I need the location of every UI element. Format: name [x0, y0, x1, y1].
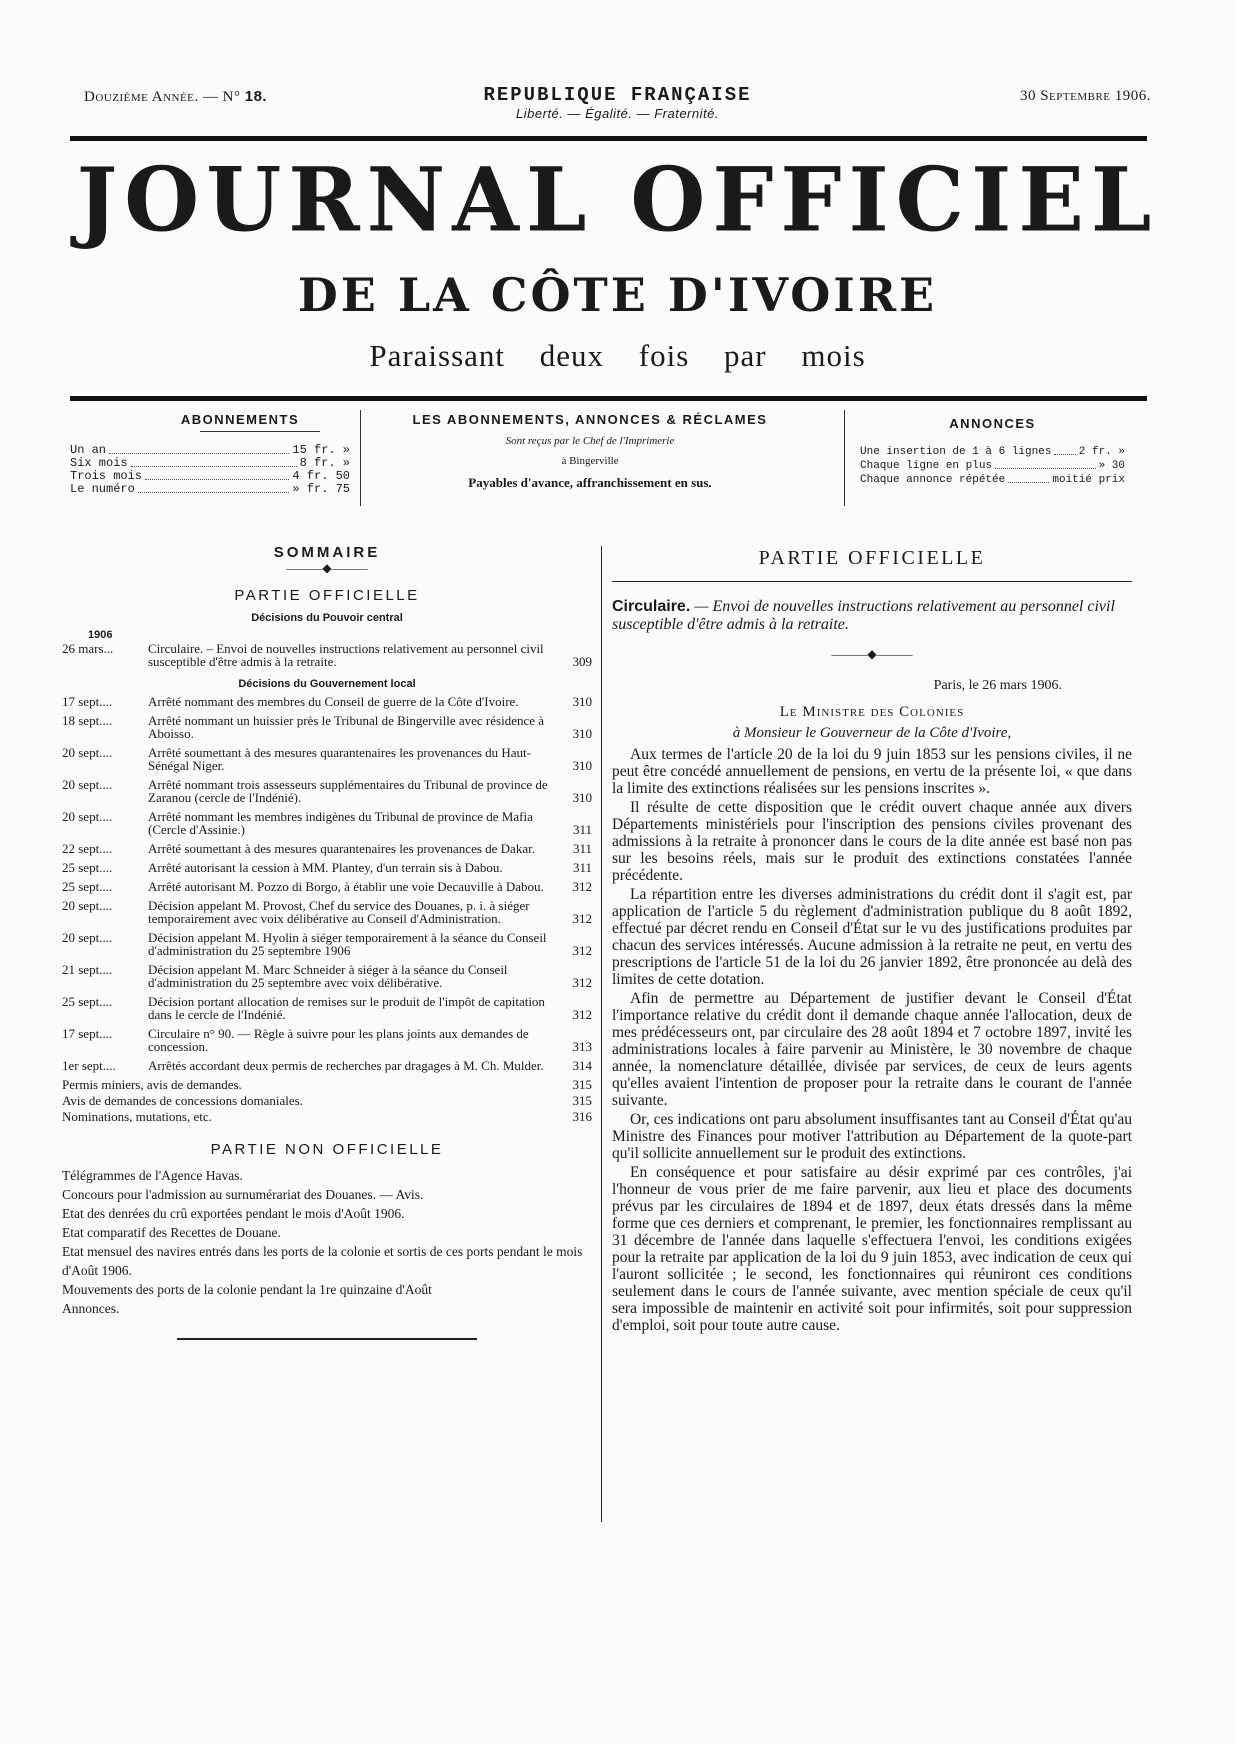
toc-date: 21 sept.... — [62, 962, 113, 977]
subscriptions-info — [370, 412, 810, 512]
article-paragraph: Afin de permettre au Département de justifier devant le Conseil d'État l'importance relative du crédit dont il demande chaque année l'allocation, deux de mes prédécesseurs ont, par circulaire des 28 août 1894 et 7 octobre 1897, invité les administrations locales à faire parvenir au Ministère, le 30 novembre de chaque année, la nomenclature détaillée, divisée par services, de ceux de leurs agents qu'elles avaient l'intention de proposer pour la retraite dans le courant de l'année suivante. — [612, 990, 1132, 1109]
dot-leader — [131, 457, 297, 467]
article-paragraph: La répartition entre les diverses administrations du crédit dont il s'agit est, par application de l'article 5 du règlement d'administration publique du 8 août 1892, effectué par décret rendu en Conseil d'État sur le vu des justifications produites par chacun des services intéressés. Aucune admission à la retraite ne peut, en vertu des prescriptions de l'article 51 de la loi du 26 janvier 1892, être prononcée au delà des limites de cette dotation. — [612, 886, 1132, 988]
circular-subject: — Envoi de nouvelles instructions relativement au personnel civil susceptible d'être admis à la retraite. — [612, 598, 1115, 633]
toc-entry — [62, 995, 592, 1021]
toc-date: 20 sept.... — [62, 745, 113, 760]
toc-text: Arrêté soumettant à des mesures quarantenaires les provenances du Haut-Sénégal Niger. — [148, 745, 531, 773]
toc-date: 17 sept.... — [62, 694, 113, 709]
toc-entry — [62, 931, 592, 957]
section1-list — [62, 642, 592, 668]
toc-date: 22 sept.... — [62, 841, 113, 856]
section-year: 1906 — [88, 629, 113, 641]
toc-text: Circulaire n° 90. — Règle à suivre pour les plans joints aux demandes de concession. — [148, 1026, 529, 1054]
annonce-label: Une insertion de 1 à 6 lignes — [860, 446, 1052, 458]
toc-page: 312 — [572, 879, 592, 894]
sommaire-partie-officielle: PARTIE OFFICIELLE — [234, 587, 420, 604]
toc-date: 20 sept.... — [62, 777, 113, 792]
toc-page: 315 — [572, 1077, 592, 1092]
article-paragraph: Il résulte de cette disposition que le crédit ouvert chaque année aux divers Départements ministériels pour l'inscription des pensions civiles provenant des admissions à la retraite à prononcer dans le cours de la dite année est basé non pas sur les besoins réels, mais sur le produit des extinctions constatées l'année précédente. — [612, 799, 1132, 884]
annonce-row — [860, 459, 1125, 473]
toc-date: 18 sept.... — [62, 713, 113, 728]
toc-page: 312 — [572, 911, 592, 926]
dot-leader — [109, 444, 289, 454]
toc-entry — [62, 1059, 592, 1072]
dot-leader — [1054, 445, 1075, 455]
toc-text: Décision appelant M. Provost, Chef du service des Douanes, p. i. à siéger temporairement avec voix délibérative au Conseil d'Administration. — [148, 898, 530, 926]
toc-entry — [62, 1078, 592, 1091]
subscriptions-info-title: LES ABONNEMENTS, ANNONCES & RÉCLAMES — [412, 412, 768, 427]
sommaire-title: SOMMAIRE — [273, 544, 381, 561]
article-body — [612, 746, 1132, 1334]
non-official-entry: Etat mensuel des navires entrés dans les ports de la colonie et sortis de ces ports pendant le mois d'Août 1906. — [62, 1244, 583, 1278]
journal-title: JOURNAL OFFICIEL — [76, 148, 1159, 253]
non-official-entry: Annonces. — [62, 1301, 120, 1316]
toc-text: Décision appelant M. Marc Schneider à siéger à la séance du Conseil d'administration du 25 septembre avec voix délibérative. — [148, 962, 508, 990]
toc-page: 311 — [572, 822, 592, 837]
section-pouvoir-central: Décisions du Pouvoir central — [251, 612, 403, 624]
dot-leader — [138, 483, 290, 493]
issue-number — [84, 88, 267, 106]
rate-value: 8 fr. » — [299, 456, 350, 470]
toc-page: 312 — [572, 1007, 592, 1022]
recipient: à Monsieur le Gouverneur de la Côte d'Ivoire, — [732, 725, 1012, 741]
toc-page: 312 — [572, 975, 592, 990]
toc-date: 25 sept.... — [62, 860, 113, 875]
sender: Le Ministre des Colonies — [779, 704, 965, 720]
annonces-title: ANNONCES — [949, 416, 1036, 431]
column-divider — [601, 546, 602, 1522]
issue-label: Douzième Année. — N° — [84, 89, 245, 105]
subscriptions-info-line3: Payables d'avance, affranchissement en sus. — [468, 475, 712, 490]
subscriptions-rates — [70, 412, 350, 512]
toc-entry — [62, 695, 592, 708]
toc-page: 310 — [572, 758, 592, 773]
toc-entry — [62, 714, 592, 740]
annonce-row — [860, 473, 1125, 487]
toc-page: 312 — [572, 943, 592, 958]
annonces-rates — [860, 412, 1125, 512]
rate-value: » fr. 75 — [292, 482, 350, 496]
annonce-label: Chaque ligne en plus — [860, 460, 993, 472]
toc-date: 1er sept.... — [62, 1058, 116, 1073]
end-rule — [177, 1338, 477, 1340]
rate-label: Le numéro — [70, 482, 135, 496]
toc-page: 310 — [572, 694, 592, 709]
toc-text: Permis miniers, avis de demandes. — [62, 1077, 242, 1092]
circular-title — [612, 598, 1132, 634]
toc-page: 310 — [572, 790, 592, 805]
toc-date: 25 sept.... — [62, 994, 113, 1009]
toc-text: Nominations, mutations, etc. — [62, 1109, 212, 1124]
non-official-entry: Etat des denrées du crû exportées pendant le mois d'Août 1906. — [62, 1206, 405, 1221]
misc-list — [62, 1078, 592, 1123]
toc-date: 25 sept.... — [62, 879, 113, 894]
toc-text: Arrêté nommant trois assesseurs supplémentaires du Tribunal de province de Zaranou (cercle de l'Indénié). — [148, 777, 548, 805]
rate-label: Un an — [70, 443, 107, 457]
toc-entry — [62, 880, 592, 893]
toc-entry — [62, 810, 592, 836]
toc-page: 311 — [572, 841, 592, 856]
annonce-value: » 30 — [1098, 460, 1125, 472]
toc-entry — [62, 1110, 592, 1123]
republic-motto: Liberté. — Égalité. — Fraternité. — [516, 106, 719, 121]
subscriptions-box — [70, 404, 1125, 512]
box-divider — [844, 410, 845, 506]
toc-entry — [62, 778, 592, 804]
rate-value: 15 fr. » — [292, 443, 350, 457]
annonce-value: moitié prix — [1052, 474, 1125, 486]
toc-text: Arrêté autorisant la cession à MM. Plantey, d'un terrain sis à Dabou. — [148, 860, 503, 875]
toc-date: 20 sept.... — [62, 809, 113, 824]
non-official-entry: Concours pour l'admission au surnumérariat des Douanes. — Avis. — [62, 1187, 424, 1202]
toc-page: 310 — [572, 726, 592, 741]
toc-date: 26 mars... — [62, 641, 114, 656]
sommaire-column — [62, 540, 592, 1340]
toc-date: 20 sept.... — [62, 930, 113, 945]
non-official-block — [62, 1143, 592, 1318]
ornament: ———◆——— — [831, 647, 913, 661]
toc-entry — [62, 842, 592, 855]
toc-page: 313 — [572, 1039, 592, 1054]
dot-leader — [995, 459, 1096, 469]
annonce-row — [860, 445, 1125, 459]
annonce-label: Chaque annonce répétée — [860, 474, 1006, 486]
toc-text: Arrêté nommant les membres indigènes du Tribunal de province de Mafia (Cercle d'Assinie.) — [148, 809, 533, 837]
toc-text: Décision portant allocation de remises sur le produit de l'impôt de capitation dans le cercle de l'Indénié. — [148, 994, 545, 1022]
rate-row — [70, 483, 350, 496]
article-paragraph: En conséquence et pour satisfaire au désir exprimé par ces contrôles, j'ai l'honneur de vous prier de me faire parvenir, aux lieu et place des documents prévus par les circulaires de 1894 et de 1897, deux états dressés dans la même forme que ces derniers et comprenant, le premier, les fonctionnaires remplissant au 31 décembre de l'année dans laquelle s'effectuera l'envoi, les conditions exigées pour la retraite par application de la loi du 9 juin 1853, avec indication de ceux qui l'auront sollicitée ; le second, les fonctionnaires qui réuniront ces conditions seulement dans le cours de l'année suivante, avec mention spéciale de ceux qu'il sera impossible de maintenir en activité soit pour infirmités, soit pour suppression d'emploi, soit pour toute autre cause. — [612, 1164, 1132, 1334]
rate-value: 4 fr. 50 — [292, 469, 350, 483]
annonce-value: 2 fr. » — [1078, 446, 1125, 458]
subscriptions-underline — [200, 431, 320, 432]
section-gouvernement-local: Décisions du Gouvernement local — [238, 678, 416, 690]
article-paragraph: Aux termes de l'article 20 de la loi du 9 juin 1853 sur les pensions civiles, il ne peut être concédé annuellement de pensions, en vertu de la présente loi, « que dans la limite des extinctions réalisées sur les pensions inscrites ». — [612, 746, 1132, 797]
toc-text: Décision appelant M. Hyolin à siéger temporairement à la séance du Conseil d'administration du 25 septembre 1906 — [148, 930, 547, 958]
toc-text: Avis de demandes de concessions domaniales. — [62, 1093, 303, 1108]
non-official-entry: Mouvements des ports de la colonie pendant la 1re quinzaine d'Août — [62, 1282, 432, 1297]
toc-entry — [62, 1027, 592, 1053]
republic-block — [483, 84, 751, 121]
non-official-list — [62, 1166, 592, 1318]
toc-date: 17 sept.... — [62, 1026, 113, 1041]
toc-text: Arrêté nommant des membres du Conseil de guerre de la Côte d'Ivoire. — [148, 694, 519, 709]
toc-page: 311 — [572, 860, 592, 875]
toc-text: Arrêté autorisant M. Pozzo di Borgo, à établir une voie Decauville à Dabou. — [148, 879, 544, 894]
toc-page: 316 — [572, 1109, 592, 1124]
toc-date: 20 sept.... — [62, 898, 113, 913]
toc-page: 315 — [572, 1093, 592, 1108]
article-partie-officielle: PARTIE OFFICIELLE — [612, 540, 1132, 582]
rate-label: Trois mois — [70, 469, 143, 483]
circular-label: Circulaire. — [612, 598, 691, 615]
subscriptions-info-line1: Sont reçus par le Chef de l'Imprimerie — [505, 435, 675, 447]
republic-name: REPUBLIQUE FRANÇAISE — [483, 84, 752, 106]
journal-subtitle: DE LA CÔTE D'IVOIRE — [297, 268, 938, 322]
subscriptions-info-line2: à Bingerville — [561, 455, 619, 467]
issue-header — [84, 84, 1151, 121]
toc-entry — [62, 1094, 592, 1107]
rate-label: Six mois — [70, 456, 128, 470]
issue-date: 30 Septembre 1906. — [1019, 88, 1151, 104]
section2-list — [62, 695, 592, 1072]
ornament: ———◆——— — [286, 561, 368, 575]
dot-leader — [145, 470, 289, 480]
toc-entry — [62, 963, 592, 989]
box-divider — [360, 410, 361, 506]
toc-entry — [62, 899, 592, 925]
article-paragraph: Or, ces indications ont paru absolument insuffisantes tant au Conseil d'État qu'au Ministre des Finances pour motiver l'attribution au Département de la quote-part qu'il sollicite annuellement sur le produit des extinctions. — [612, 1111, 1132, 1162]
toc-text: Arrêté nommant un huissier près le Tribunal de Bingerville avec résidence à Aboisso. — [148, 713, 545, 741]
non-official-entry: Etat comparatif des Recettes de Douane. — [62, 1225, 281, 1240]
masthead-rule — [70, 396, 1147, 401]
toc-text: Arrêtés accordant deux permis de recherches par dragages à M. Ch. Mulder. — [148, 1058, 544, 1073]
dot-leader — [1008, 473, 1049, 483]
subscriptions-title: ABONNEMENTS — [180, 412, 300, 427]
toc-page: 309 — [572, 654, 592, 669]
issue-number-value: 18. — [244, 88, 268, 105]
header-rule — [70, 136, 1147, 141]
sommaire-partie-non-officielle: PARTIE NON OFFICIELLE — [210, 1141, 444, 1158]
toc-entry — [62, 746, 592, 772]
toc-text: Circulaire. – Envoi de nouvelles instructions relativement au personnel civil susceptible d'être admis à la retraite. — [148, 641, 544, 669]
toc-text: Arrêté soumettant à des mesures quarantenaires les provenances de Dakar. — [148, 841, 535, 856]
article-column — [612, 540, 1132, 1336]
toc-entry — [62, 642, 592, 668]
journal-frequency: Paraissant deux fois par mois — [369, 338, 866, 373]
toc-entry — [62, 861, 592, 874]
toc-page: 314 — [572, 1058, 592, 1073]
non-official-entry: Télégrammes de l'Agence Havas. — [62, 1168, 243, 1183]
place-date: Paris, le 26 mars 1906. — [933, 678, 1062, 693]
